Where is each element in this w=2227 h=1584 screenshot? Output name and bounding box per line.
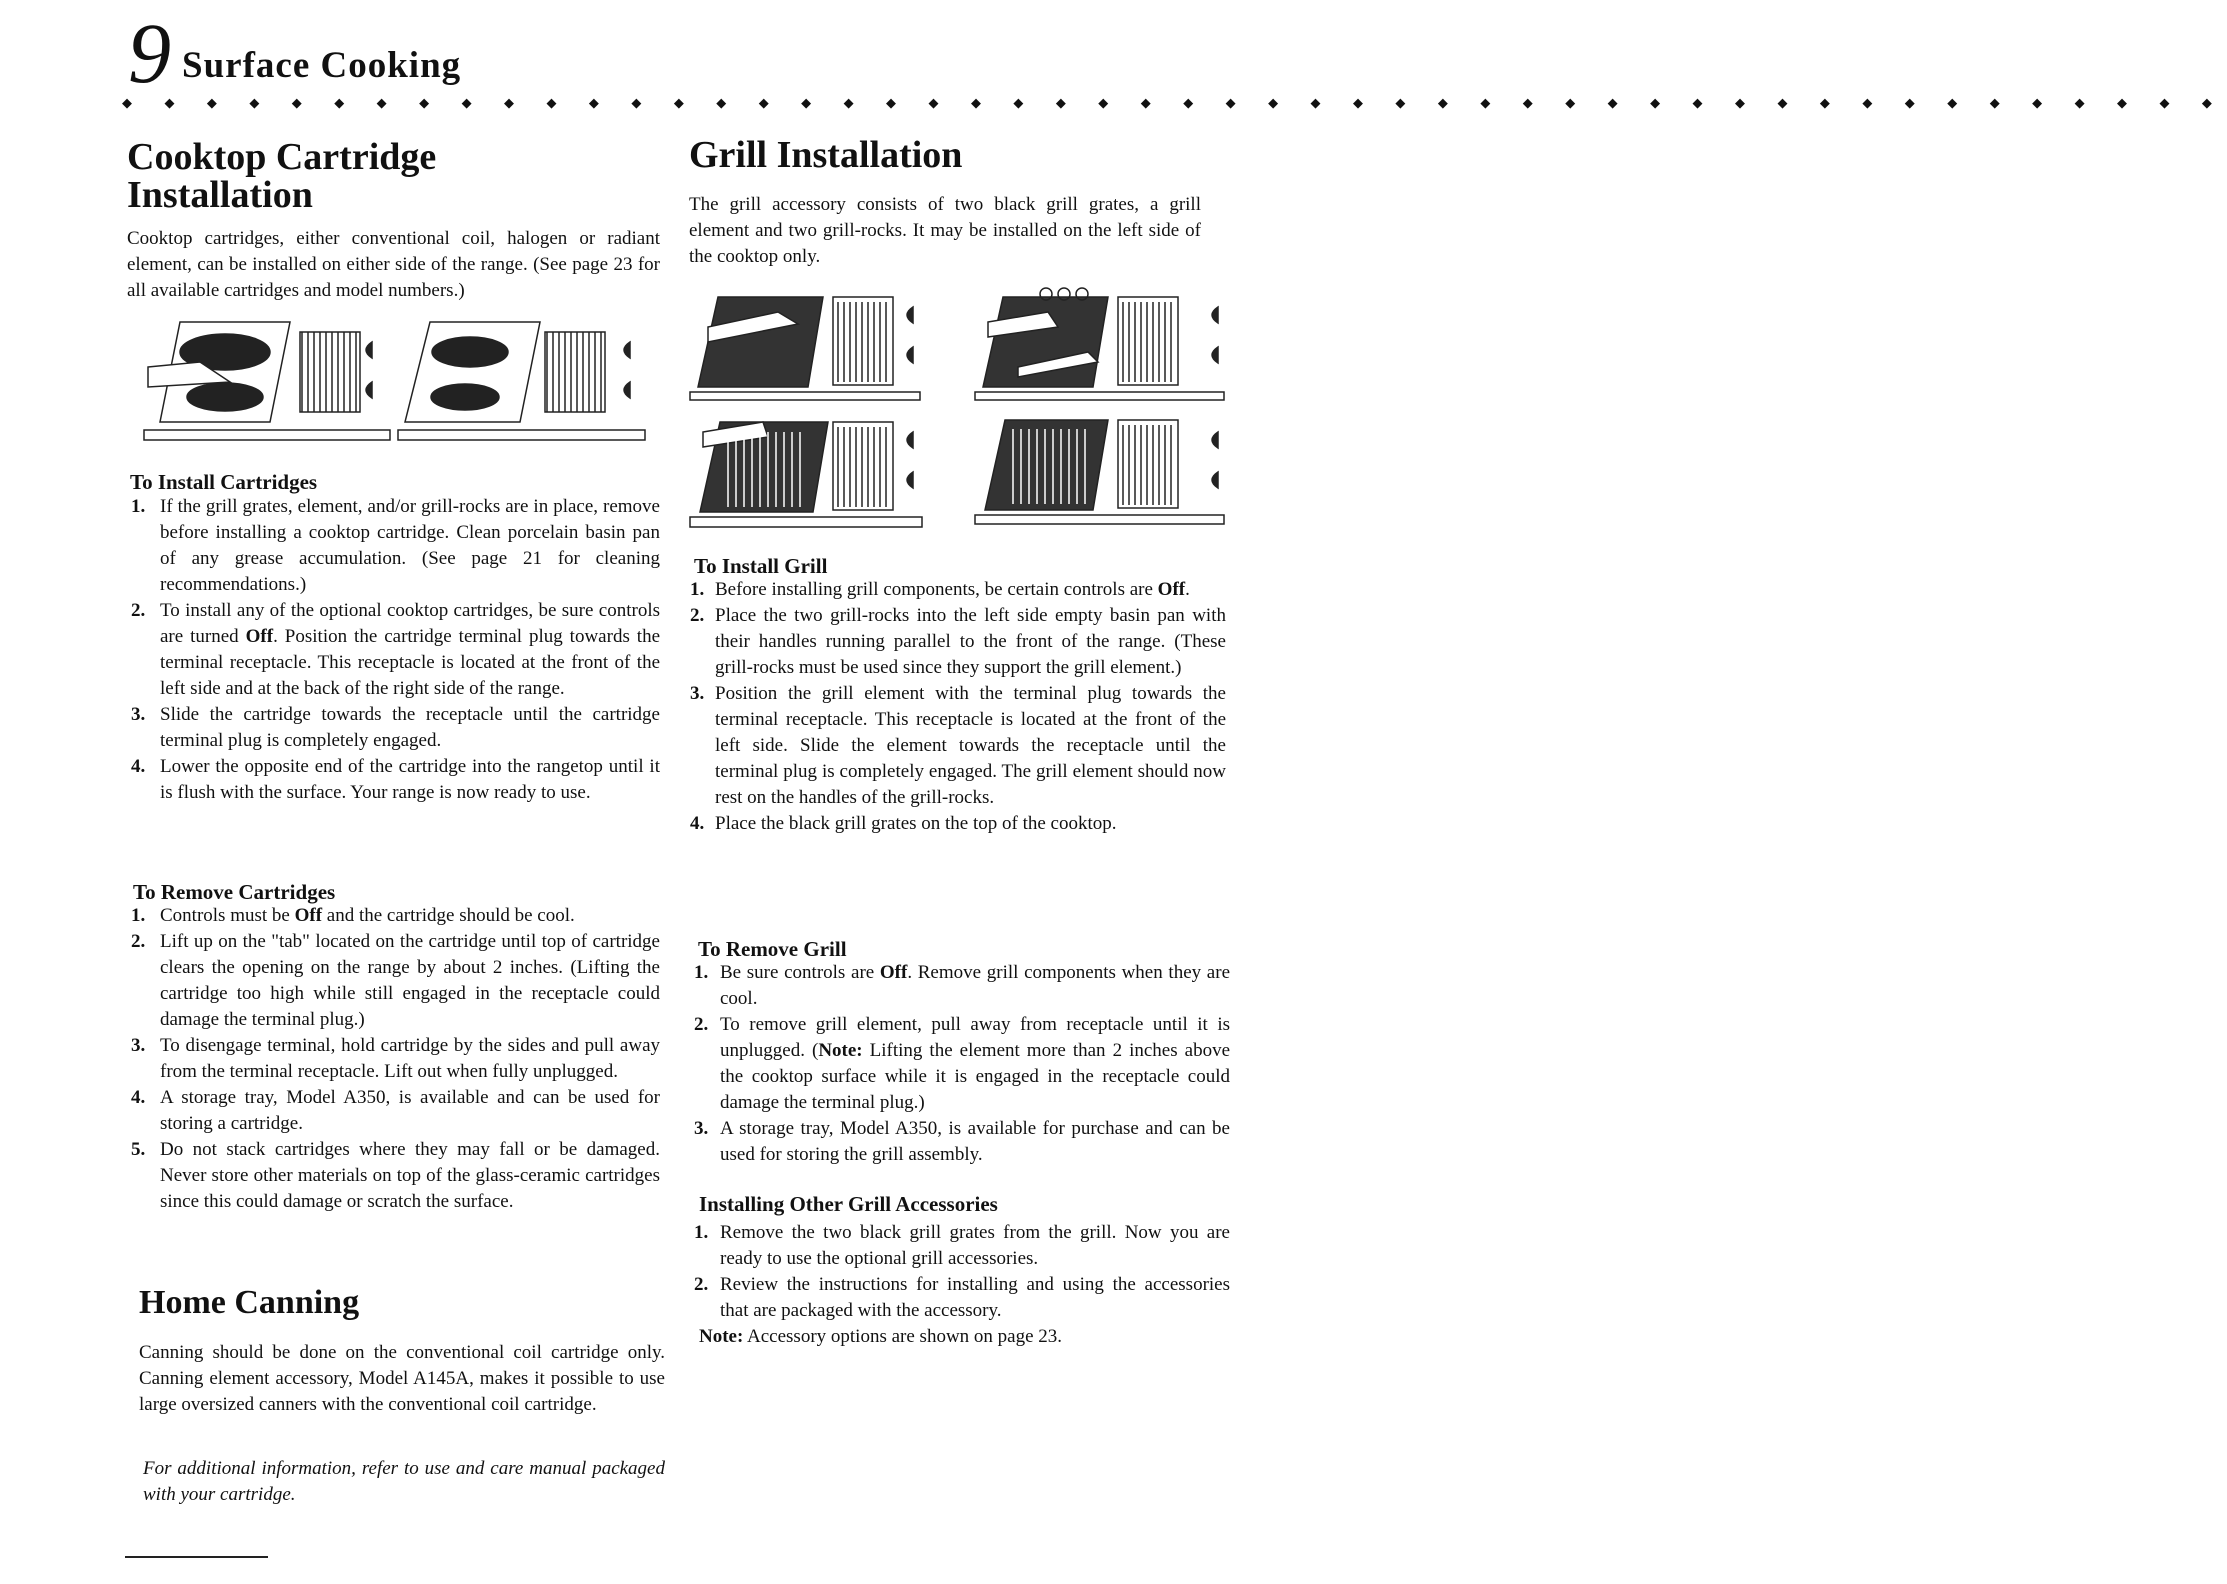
list-item (127, 754, 660, 806)
item-text: Lift up on the "tab" located on the cartridge until top of cartridge clears the opening on the range by about 2 inches. (Lifting the cartridge too high while still engaged in the receptacle could damage the terminal plug.) (160, 931, 660, 1030)
item-number: 1. (690, 579, 705, 600)
list-item (690, 960, 1230, 1012)
cooktop-section-title (127, 138, 660, 214)
item-text: . Remove grill components when they are cool. (720, 962, 1231, 1009)
ornament-divider: ◆ ◆ ◆ ◆ ◆ ◆ ◆ ◆ ◆ ◆ ◆ ◆ ◆ ◆ ◆ ◆ ◆ ◆ ◆ ◆ ◆ ◆ ◆ ◆ ◆ ◆ ◆ ◆ ◆ ◆ ◆ ◆ ◆ ◆ ◆ ◆ ◆ ◆ ◆ ◆ ◆ ◆ ◆ ◆ ◆ ◆ ◆ ◆ ◆ ◆ (122, 95, 2227, 110)
install-cartridges-list (127, 494, 660, 806)
item-text: Position the grill element with the terminal plug towards the terminal receptacle. This receptacle is located at the front of the left side. Slide the element towards the receptacle until the terminal plug is completely engaged. The grill element should now rest on the handles of the grill-rocks. (715, 683, 1226, 808)
home-canning-title: Home Canning (139, 1284, 360, 1321)
item-text: Place the two grill-rocks into the left side empty basin pan with their handles running parallel to the front of the range. (These grill-rocks must be used since they support the grill element.) (715, 605, 1226, 678)
item-text: To remove grill element, pull away from receptacle until it is unplugged. ( (720, 1014, 1230, 1061)
list-item (690, 1220, 1230, 1272)
item-number: 2. (694, 1274, 709, 1295)
list-item (127, 598, 660, 702)
item-number: 1. (131, 905, 146, 926)
item-bold: Off (294, 905, 323, 926)
list-item (686, 577, 1226, 603)
other-accessories-list (690, 1220, 1230, 1324)
item-text: Before installing grill components, be certain controls are (715, 579, 1158, 600)
item-number: 4. (690, 813, 705, 834)
accessory-note (699, 1324, 1219, 1350)
item-number: 4. (131, 1087, 146, 1108)
remove-cartridges-heading: To Remove Cartridges (133, 880, 336, 904)
footer-rule (125, 1556, 268, 1558)
cartridge-installation-illustration (140, 312, 650, 444)
list-item (127, 1085, 660, 1137)
item-number: 1. (694, 1222, 709, 1243)
item-text: . Position the cartridge terminal plug towards the terminal receptacle. This receptacle is located at the front of the left side and at the back of the right side of the range. (160, 626, 661, 699)
item-number: 4. (131, 756, 146, 777)
item-text: Slide the cartridge towards the receptacle until the cartridge terminal plug is completely engaged. (160, 704, 660, 751)
list-item (686, 603, 1226, 681)
item-number: 5. (131, 1139, 146, 1160)
item-text: To install any of the optional cooktop cartridges, be sure controls are turned (160, 600, 660, 647)
item-number: 2. (131, 600, 146, 621)
chapter-title: Surface Cooking (182, 45, 462, 86)
item-text: Place the black grill grates on the top of the cooktop. (715, 813, 1117, 834)
install-grill-heading: To Install Grill (694, 554, 828, 578)
remove-grill-heading: To Remove Grill (698, 937, 847, 961)
item-text: Lower the opposite end of the cartridge into the rangetop until it is flush with the surface. Your range is now ready to use. (160, 756, 660, 803)
list-item (127, 702, 660, 754)
chapter-number: 9 (128, 5, 171, 101)
remove-cartridges-list (127, 903, 660, 1215)
grill-intro: The grill accessory consists of two black grill grates, a grill element and two grill-rocks. It may be installed on the left side of the cooktop only. (689, 194, 1201, 267)
list-item (127, 929, 660, 1033)
item-text: . (1185, 579, 1190, 600)
grill-installation-illustrations (688, 282, 1224, 532)
item-number: 3. (131, 1035, 146, 1056)
list-item (686, 811, 1226, 837)
note-label: Note: (699, 1326, 744, 1347)
cooktop-intro: Cooktop cartridges, either conventional coil, halogen or radiant element, can be installed on either side of the range. (See page 23 for all available cartridges and model numbers.) (127, 228, 660, 301)
item-bold: Off (879, 962, 908, 983)
item-text: Do not stack cartridges where they may fall or be damaged. Never store other materials on top of the glass-ceramic cartridges since this could damage or scratch the surface. (160, 1139, 660, 1212)
list-item (127, 1033, 660, 1085)
list-item (686, 681, 1226, 811)
item-text: A storage tray, Model A350, is available and can be used for storing a cartridge. (160, 1087, 660, 1134)
remove-grill-list (690, 960, 1230, 1168)
other-accessories-heading: Installing Other Grill Accessories (699, 1192, 998, 1216)
title-line: Cooktop Cartridge (127, 136, 437, 178)
note-text: Accessory options are shown on page 23. (743, 1326, 1063, 1347)
list-item (690, 1116, 1230, 1168)
item-number: 1. (131, 496, 146, 517)
item-text: If the grill grates, element, and/or grill-rocks are in place, remove before installing a cooktop cartridge. Clean porcelain basin pan of any grease accumulation. (See page 21 for cleaning recommendations.) (160, 496, 660, 595)
home-canning-note: For additional information, refer to use and care manual packaged with your cartridge. (143, 1458, 665, 1505)
install-cartridges-heading: To Install Cartridges (130, 470, 318, 494)
list-item (690, 1272, 1230, 1324)
list-item (127, 494, 660, 598)
item-number: 1. (694, 962, 709, 983)
home-canning-body: Canning should be done on the conventional coil cartridge only. Canning element accessory, Model A145A, makes it possible to use large oversized canners with the conventional coil cartridge. (139, 1342, 665, 1415)
title-line: Installation (127, 174, 313, 216)
item-text: Be sure controls are (720, 962, 880, 983)
item-text: To disengage terminal, hold cartridge by the sides and pull away from the terminal receptacle. Lift out when fully unplugged. (160, 1035, 660, 1082)
list-item (690, 1012, 1230, 1116)
install-grill-list (686, 577, 1226, 837)
item-number: 3. (131, 704, 146, 725)
grill-installation-title: Grill Installation (689, 134, 963, 176)
item-text: A storage tray, Model A350, is available for purchase and can be used for storing the grill assembly. (720, 1118, 1230, 1165)
item-text: Lifting the element more than 2 inches above the cooktop surface while it is engaged in the receptacle could damage the terminal plug.) (720, 1040, 1230, 1113)
item-text: and the cartridge should be cool. (322, 905, 575, 926)
item-bold: Note: (818, 1040, 863, 1061)
list-item (127, 903, 660, 929)
item-text: Remove the two black grill grates from the grill. Now you are ready to use the optional grill accessories. (720, 1222, 1230, 1269)
item-number: 2. (131, 931, 146, 952)
item-bold: Off (1157, 579, 1186, 600)
item-bold: Off (245, 626, 274, 647)
item-number: 3. (694, 1118, 709, 1139)
item-number: 2. (690, 605, 705, 626)
list-item (127, 1137, 660, 1215)
item-number: 3. (690, 683, 705, 704)
item-text: Review the instructions for installing and using the accessories that are packaged with the accessory. (720, 1274, 1230, 1321)
item-text: Controls must be (160, 905, 295, 926)
item-number: 2. (694, 1014, 709, 1035)
